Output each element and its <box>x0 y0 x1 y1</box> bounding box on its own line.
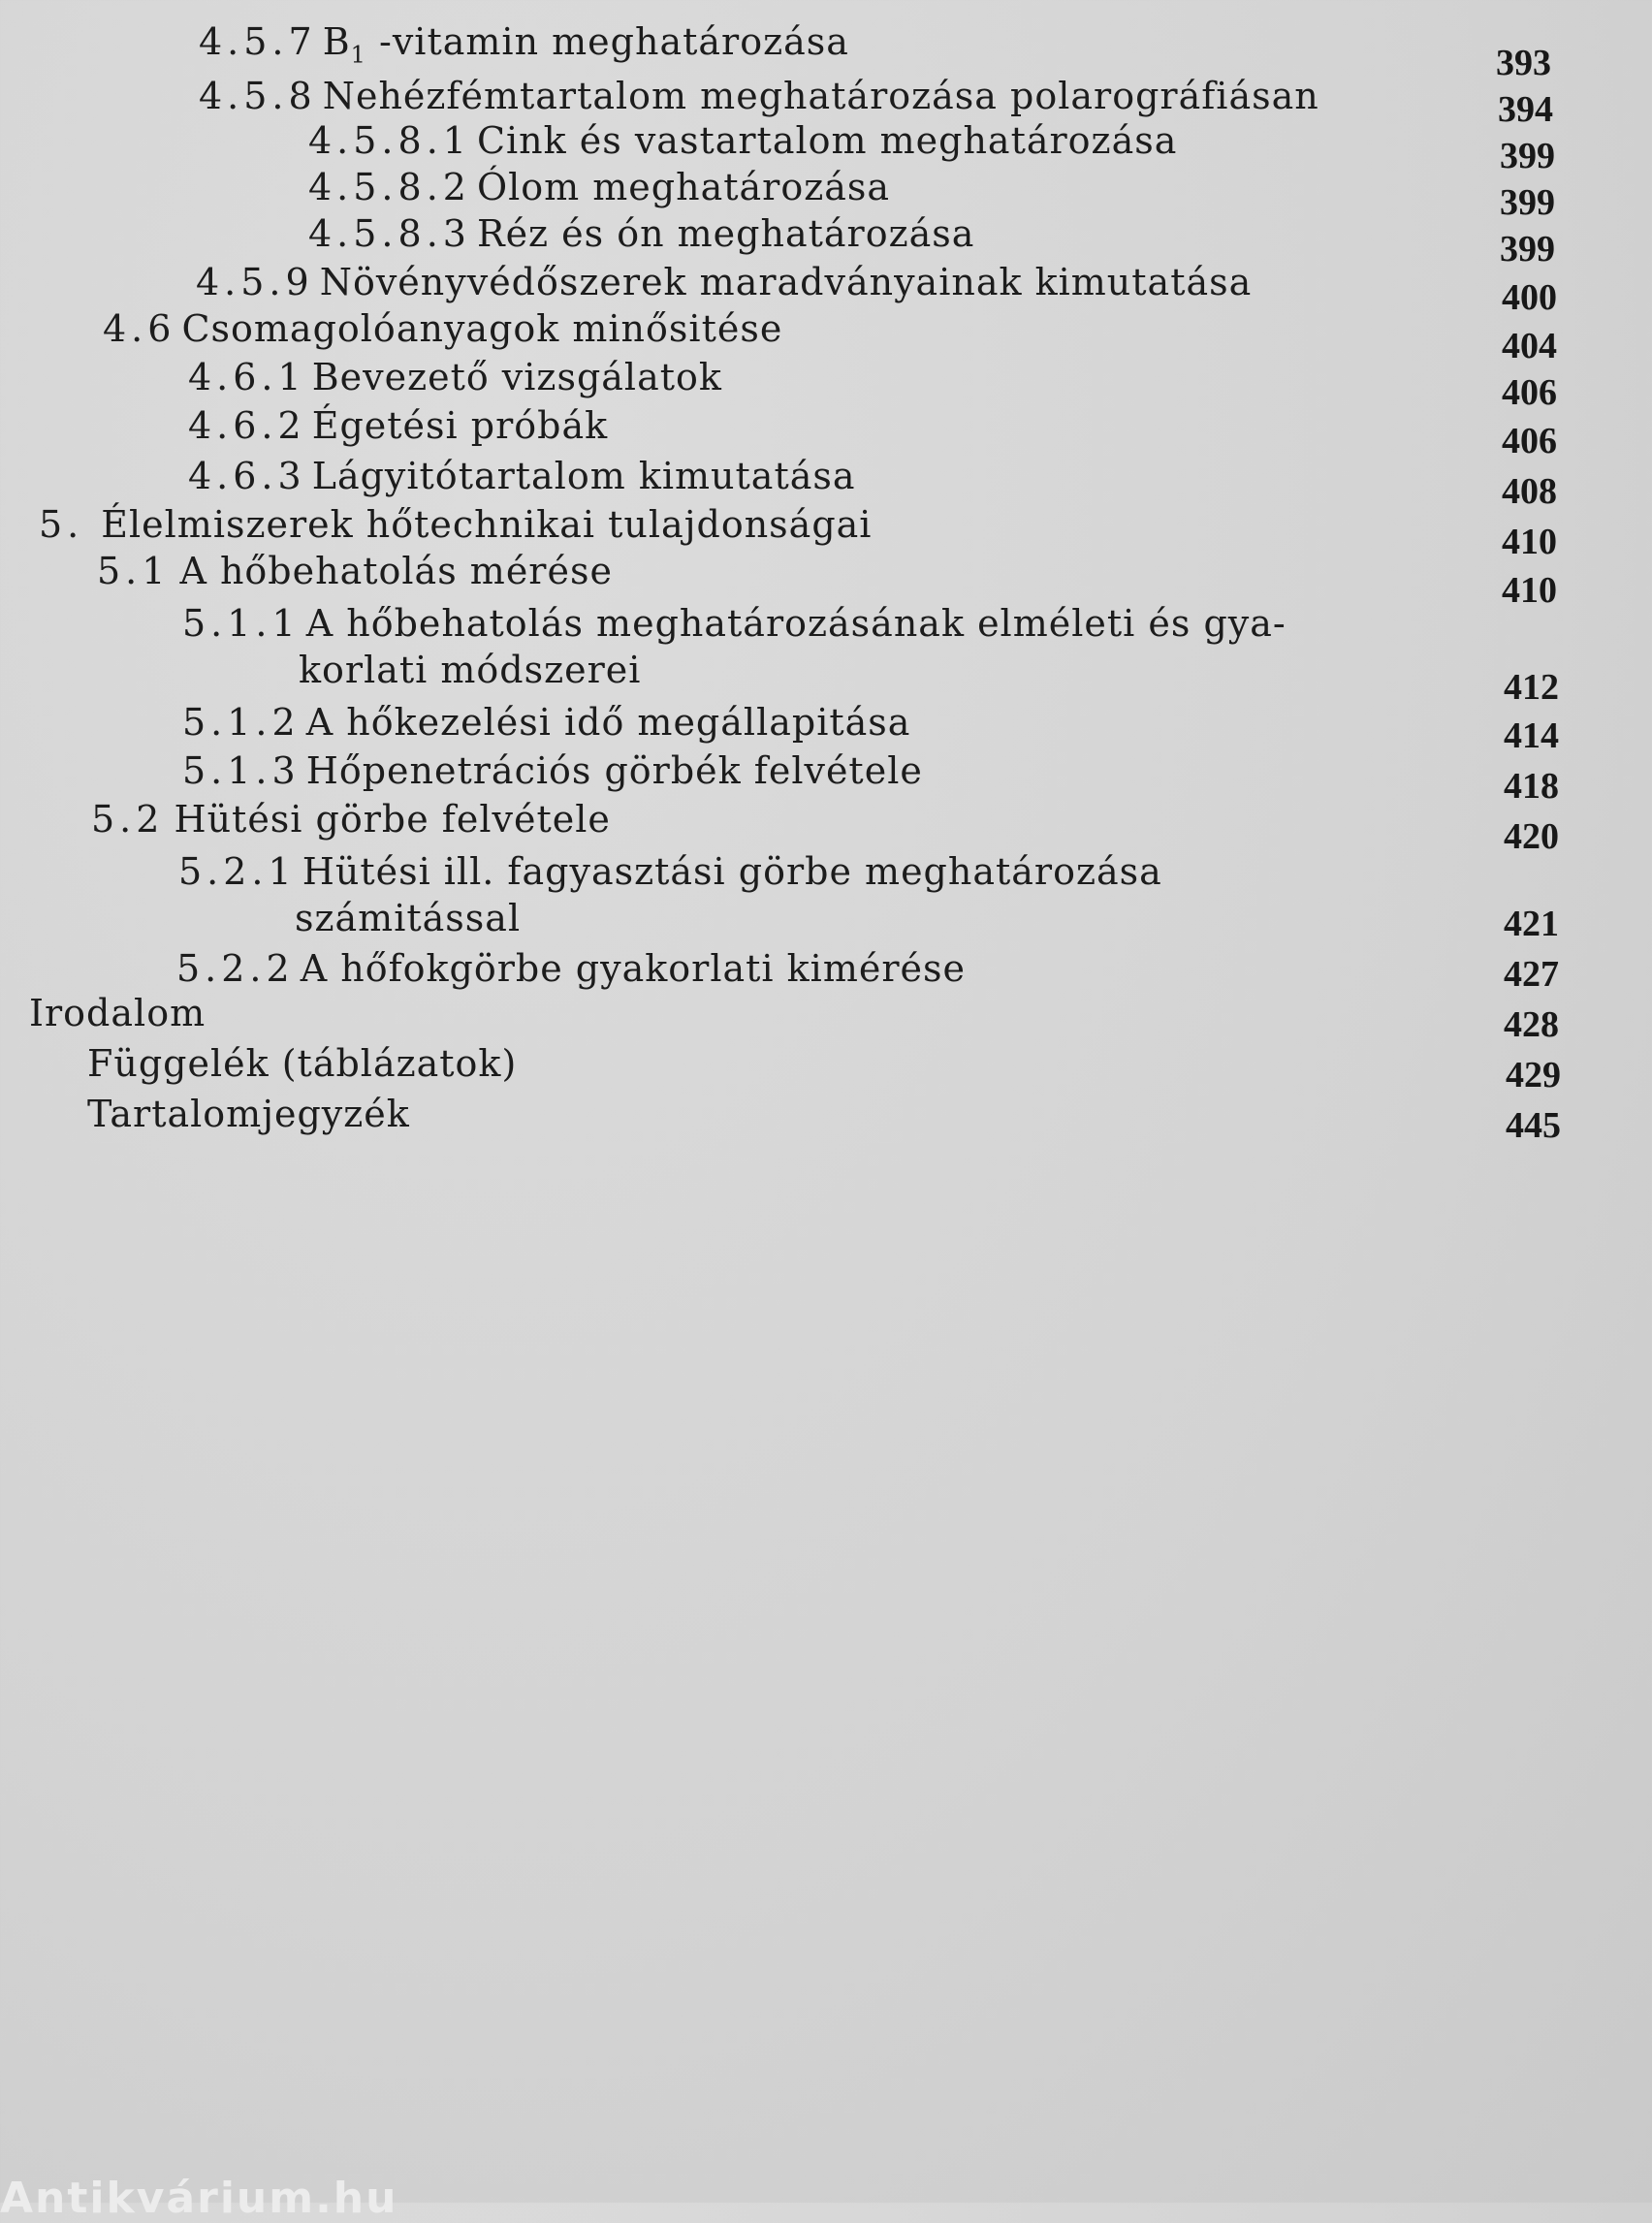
toc-entry-4-5-9 <box>196 261 1253 303</box>
toc-number: 5.2 <box>91 798 165 841</box>
toc-entry-4-5-8-2 <box>308 166 891 208</box>
toc-page-number: 404 <box>1502 326 1557 366</box>
toc-number: 4.5.8.2 <box>308 166 471 208</box>
toc-number: 5.1.3 <box>182 749 301 792</box>
toc-entry-4-6 <box>103 307 783 350</box>
toc-number: 5.1 <box>97 550 171 592</box>
toc-title: A hőbehatolás meghatározásának elméleti és gya- <box>305 602 1287 645</box>
toc-page-number: 399 <box>1500 136 1555 176</box>
toc-title: Hütési ill. fagyasztási görbe meghatározása <box>302 850 1162 893</box>
toc-entry-5-2-2 <box>176 947 966 990</box>
toc-title: Növényvédőszerek maradványainak kimutatása <box>319 261 1253 303</box>
toc-entry-5-2 <box>91 798 611 841</box>
toc-page-number: 410 <box>1502 570 1557 611</box>
toc-title: Nehézfémtartalom meghatározása polarográfiásan <box>322 75 1319 117</box>
toc-number: 4.6.2 <box>188 404 306 447</box>
toc-number: 4.5.9 <box>196 261 314 303</box>
toc-page-number: 445 <box>1506 1105 1561 1146</box>
toc-entry-fuggelek <box>87 1042 518 1085</box>
toc-page-number: 429 <box>1506 1055 1561 1096</box>
toc-entry-5 <box>39 503 873 546</box>
toc-title: $B_1$ -vitamin meghatározása <box>322 20 849 69</box>
toc-number: 5.1.2 <box>182 701 301 744</box>
toc-entry-4-6-3 <box>188 455 856 497</box>
toc-entry-irodalom <box>29 992 206 1034</box>
toc-entry-5-1-1 <box>182 602 1287 645</box>
toc-number: 5.2.2 <box>176 947 295 990</box>
toc-entry-4-6-2 <box>188 404 609 447</box>
toc-page-number: 421 <box>1504 904 1559 944</box>
toc-page-number: 399 <box>1500 182 1555 223</box>
toc-number: 5.1.1 <box>182 602 301 645</box>
toc-page-number: 420 <box>1504 816 1559 857</box>
toc-page-number: 428 <box>1504 1004 1559 1045</box>
toc-number: 4.5.8 <box>199 75 317 117</box>
toc-page-number: 394 <box>1498 89 1553 130</box>
toc-page-number: 399 <box>1500 229 1555 270</box>
toc-number: 5.2.1 <box>178 850 297 893</box>
toc-entry-4-5-7 <box>199 20 849 69</box>
toc-title: Hőpenetrációs görbék felvétele <box>305 749 923 792</box>
toc-title: A hőfokgörbe gyakorlati kimérése <box>300 947 966 990</box>
toc-page-number: 406 <box>1502 372 1557 413</box>
toc-entry-5-1-3 <box>182 749 923 792</box>
toc-entry-continuation: korlati módszerei <box>299 649 642 691</box>
toc-page-number: 410 <box>1502 522 1557 562</box>
toc-entry-continuation: számitással <box>295 897 522 939</box>
toc-page-number: 412 <box>1504 667 1559 708</box>
toc-page-number: 418 <box>1504 766 1559 807</box>
toc-number: 4.6 <box>103 307 176 350</box>
toc-title: Cink és vastartalom meghatározása <box>476 119 1178 162</box>
toc-title: Égetési próbák <box>311 404 609 447</box>
toc-number: 4.5.8.1 <box>308 119 471 162</box>
toc-page-number: 400 <box>1502 277 1557 318</box>
toc-title: Hütési görbe felvétele <box>174 798 611 841</box>
toc-entry-5-1 <box>97 550 613 592</box>
toc-title: Csomagolóanyagok minősitése <box>181 307 783 350</box>
watermark: Antikvárium.hu <box>0 2174 398 2223</box>
toc-title: Függelék (táblázatok) <box>87 1042 518 1085</box>
toc-number: 4.6.1 <box>188 356 306 398</box>
toc-title: Bevezető vizsgálatok <box>311 356 722 398</box>
toc-title: Lágyitótartalom kimutatása <box>311 455 856 497</box>
toc-number: 4.6.3 <box>188 455 306 497</box>
toc-entry-4-5-8 <box>199 75 1319 117</box>
toc-number: 4.5.7 <box>199 20 317 63</box>
toc-entry-tartalomjegyzek <box>87 1093 410 1135</box>
toc-entry-5-2-1 <box>178 850 1162 893</box>
toc-page-number: 393 <box>1496 43 1551 83</box>
toc-title: Élelmiszerek hőtechnikai tulajdonságai <box>101 503 873 546</box>
toc-number: 5. <box>39 503 84 546</box>
toc-entry-4-6-1 <box>188 356 722 398</box>
toc-title: Ólom meghatározása <box>476 166 891 208</box>
toc-title: Tartalomjegyzék <box>87 1093 410 1135</box>
toc-title: A hőbehatolás mérése <box>179 550 613 592</box>
toc-title: Réz és ón meghatározása <box>476 212 975 255</box>
toc-entry-4-5-8-3 <box>308 212 975 255</box>
toc-entry-5-1-2 <box>182 701 911 744</box>
toc-page-number: 406 <box>1502 421 1557 461</box>
toc-page-number: 427 <box>1504 954 1559 995</box>
toc-page-number: 408 <box>1502 471 1557 512</box>
toc-page-number: 414 <box>1504 715 1559 756</box>
toc-title: A hőkezelési idő megállapitása <box>305 701 911 744</box>
toc-entry-4-5-8-1 <box>308 119 1178 162</box>
toc-title: Irodalom <box>29 992 206 1034</box>
toc-number: 4.5.8.3 <box>308 212 471 255</box>
